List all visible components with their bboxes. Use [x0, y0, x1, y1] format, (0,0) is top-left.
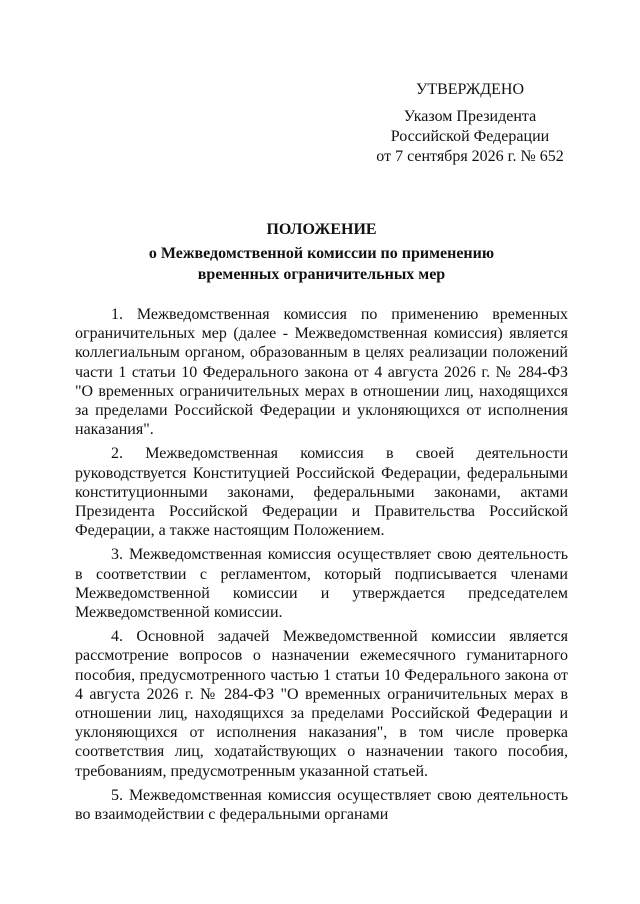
- approval-authority: Указом Президента: [403, 108, 537, 125]
- paragraph-2: 2. Межведомственная комиссия в своей деятельности руководствуется Конституцией Российской Федерации, федеральными конституционными законами, федеральными законами, актами Президента Российской Федерации и Правительства Российской Федерации, а также настоящим Положением.: [75, 445, 568, 540]
- paragraph-5: 5. Межведомственная комиссия осуществляет свою деятельность во взаимодействии с федеральными органами: [75, 786, 568, 824]
- paragraph-4: 4. Основной задачей Межведомственной комиссии является рассмотрение вопросов о назначении ежемесячного гуманитарного пособия, предусмотренного частью 1 статьи 10 Федерального закона от 4 августа 2026 г. № 284-ФЗ "О временных ограничительных мерах в отношении лиц, находящихся за пределами Российской Федерации и уклоняющихся от исполнения наказания", в том числе проверка соответствия лиц, ходатайствующих о назначении такого пособия, требованиям, предусмотренным указанной статьей.: [75, 628, 568, 780]
- title-subtitle-line1: о Межведомственной комиссии по применению: [148, 245, 495, 262]
- document-title: [75, 219, 568, 285]
- approval-heading: УТВЕРЖДЕНО: [415, 81, 524, 98]
- title-main: ПОЛОЖЕНИЕ: [266, 221, 377, 238]
- title-subtitle-line2: временных ограничительных мер: [197, 266, 446, 283]
- approval-stamp: [360, 80, 580, 167]
- document-body: [75, 305, 568, 829]
- paragraph-1: 1. Межведомственная комиссия по применению временных ограничительных мер (далее - Межведомственная комиссия) является коллегиальным органом, образованным в целях реализации положений части 1 статьи 10 Федерального закона от 4 августа 2026 г. № 284-ФЗ "О временных ограничительных мерах в отношении лиц, находящихся за пределами Российской Федерации и уклоняющихся от исполнения наказания".: [75, 306, 568, 439]
- paragraph-3: 3. Межведомственная комиссия осуществляет свою деятельность в соответствии с регламентом, который подписывается членами Межведомственной комиссии и утверждается председателем Межведомственной комиссии.: [75, 546, 568, 622]
- approval-authority-country: Российской Федерации: [390, 128, 550, 145]
- approval-date-number: от 7 сентября 2026 г. № 652: [376, 148, 564, 165]
